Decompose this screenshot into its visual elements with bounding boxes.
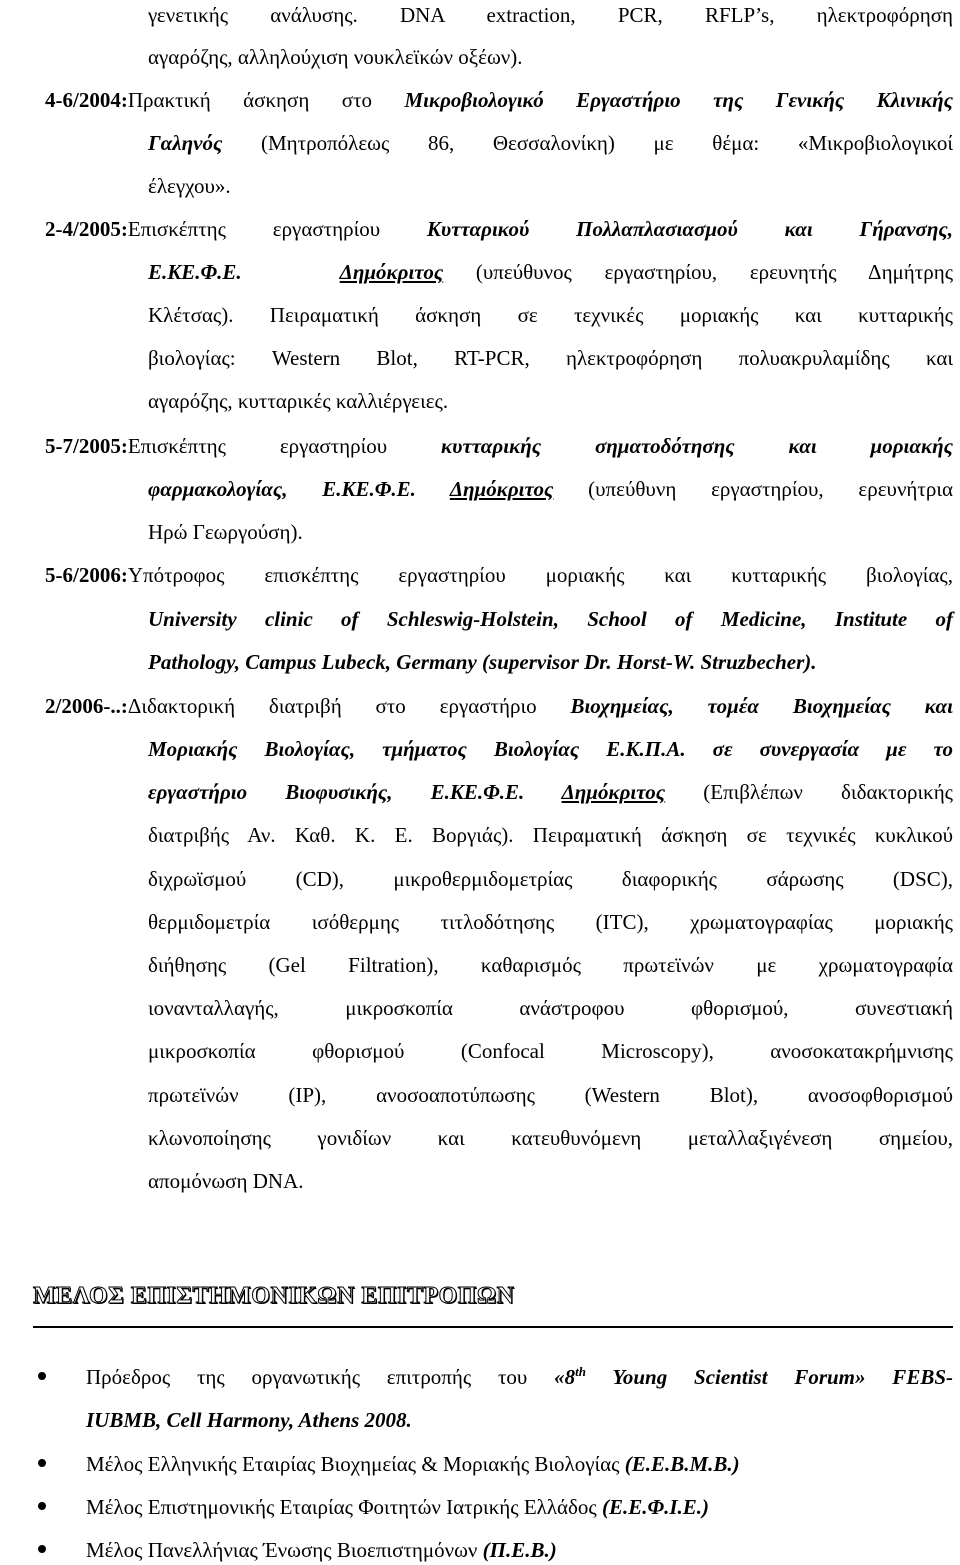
entry-line: [45, 691, 953, 721]
text-line-content: διατριβής Αν. Καθ. Κ. Ε. Βοργιάς). Πειραματική άσκηση σε τεχνικές κυκλικού: [148, 823, 953, 847]
list-item-text: Μέλος Επιστημονικής Εταιρίας Φοιτητών Ιατρικής Ελλάδος: [86, 1495, 602, 1519]
entry-text: Πρακτική άσκηση στο: [127, 88, 405, 112]
list-item-highlight: IUBMB, Cell Harmony, Athens 2008.: [86, 1408, 412, 1432]
list-item-continuation: [86, 1405, 953, 1435]
bullet-icon: [38, 1459, 46, 1467]
text-line-content: μικροσκοπία φθορισμού (Confocal Microscopy), ανοσοκατακρήμνισης: [148, 1039, 953, 1063]
text-line-content: απομόνωση DNA.: [148, 1169, 304, 1193]
text-line: [148, 1036, 953, 1066]
text-line: [148, 1080, 953, 1110]
text-line: [148, 257, 953, 287]
text-line: [148, 864, 953, 894]
text-line-content: θερμιδομετρία ισόθερμης τιτλοδότησης (ITC), χρωματογραφίας μοριακής: [148, 910, 953, 934]
text-line: [148, 343, 953, 373]
list-item-highlight: (Ε.Ε.Β.Μ.Β.): [624, 1452, 740, 1476]
text-line: [148, 1166, 953, 1196]
entry-institution-name: Δημόκριτος: [339, 260, 444, 284]
text-line-content: διχρωϊσμού (CD), μικροθερμιδομετρίας διαφορικής σάρωσης (DSC),: [148, 867, 953, 891]
text-line: [148, 300, 953, 330]
text-line: [148, 386, 953, 416]
entry-text: (Μητροπόλεως 86, Θεσσαλονίκη) με θέμα: «Μικροβιολογικοί: [222, 131, 953, 155]
entry-date: 5-7/2005:: [45, 434, 128, 458]
text-line-content: βιολογίας: Western Blot, RT-PCR, ηλεκτροφόρηση πολυακρυλαμίδης και: [148, 346, 953, 370]
text-line: [148, 128, 953, 158]
text-line-content: αγαρόζης, αλληλούχιση νουκλεϊκών οξέων).: [148, 45, 523, 69]
text-line-content: ιονανταλλαγής, μικροσκοπία ανάστροφου φθορισμού, συνεστιακή: [148, 996, 953, 1020]
entry-institution-name: Δημόκριτος: [561, 780, 666, 804]
list-item-text: Μέλος Ελληνικής Εταιρίας Βιοχημείας & Μοριακής Βιολογίας: [86, 1452, 625, 1476]
text-line-content: κλωνοποίησης γονιδίων και κατευθυνόμενη μεταλλαξιγένεση σημείου,: [148, 1126, 953, 1150]
entry-text: Επισκέπτης εργαστηρίου: [127, 434, 442, 458]
list-item-text: Πρόεδρος της οργανωτικής επιτροπής του: [86, 1365, 555, 1389]
entry-line: [45, 85, 953, 115]
text-line-content: γενετικής ανάλυσης. DNA extraction, PCR, RFLP’s, ηλεκτροφόρηση: [148, 3, 953, 27]
text-line-content: αγαρόζης, κυτταρικές καλλιέργειες.: [148, 389, 449, 413]
entry-institution: University clinic of Schleswig-Holstein, School of Medicine, Institute of: [148, 607, 953, 631]
text-line: [148, 171, 953, 201]
entry-institution: Γαληνός: [148, 131, 223, 155]
text-line-content: διήθησης (Gel Filtration), καθαρισμός πρωτεϊνών με χρωματογραφία: [148, 953, 953, 977]
entry-text: (Επιβλέπων διδακτορικής: [665, 780, 953, 804]
list-item: [86, 1449, 953, 1479]
entry-text: Διδακτορική διατριβή στο εργαστήριο: [127, 694, 571, 718]
entry-institution: Κυτταρικού Πολλαπλασιασμού και Γήρανσης,: [426, 217, 953, 241]
text-line: [148, 950, 953, 980]
list-item-superscript: th: [575, 1364, 586, 1379]
text-line-content: πρωτεϊνών (IP), ανοσοαποτύπωσης (Western Blot), ανοσοφθορισμού: [148, 1083, 953, 1107]
list-item: [86, 1492, 953, 1522]
entry-line: [45, 214, 953, 244]
list-item-highlight: Young Scientist Forum» FEBS-: [585, 1365, 954, 1389]
list-item: [86, 1535, 953, 1565]
text-line: [148, 517, 953, 547]
text-line: [148, 474, 953, 504]
entry-date: 4-6/2004:: [45, 88, 128, 112]
entry-text: (υπεύθυνη εργαστηρίου, ερευνήτρια: [553, 477, 953, 501]
entry-institution: Μικροβιολογικό Εργαστήριο της Γενικής Κλινικής: [404, 88, 953, 112]
section-heading: ΜΕΛΟΣ ΕΠΙΣΤΗΜΟΝΙΚΩΝ ΕΠΙΤΡΟΠΩΝ: [33, 1283, 515, 1309]
text-line-content: Ηρώ Γεωργούση).: [148, 520, 303, 544]
bullet-icon: [38, 1502, 46, 1510]
entry-text: Επισκέπτης εργαστηρίου: [127, 217, 427, 241]
entry-institution: Βιοχημείας, τομέα Βιοχημείας και: [570, 694, 953, 718]
entry-line: [45, 560, 953, 590]
text-line: [148, 907, 953, 937]
text-line: [148, 0, 953, 30]
entry-institution-name: Δημόκριτος: [449, 477, 554, 501]
text-line: [148, 993, 953, 1023]
list-item-text: Μέλος Πανελλήνιας Ένωσης Βιοεπιστημόνων: [86, 1538, 483, 1562]
entry-text: (υπεύθυνος εργαστηρίου, ερευνητής Δημήτρης: [443, 260, 954, 284]
entry-institution: κυτταρικής σηματοδότησης και μοριακής: [441, 434, 953, 458]
section-divider: [33, 1326, 953, 1328]
entry-line: [45, 431, 953, 461]
entry-date: 2-4/2005:: [45, 217, 128, 241]
text-line: [148, 647, 953, 677]
entry-institution: Ε.ΚΕ.Φ.Ε.: [148, 260, 242, 284]
text-line: [148, 604, 953, 634]
entry-institution: φαρμακολογίας, Ε.ΚΕ.Φ.Ε.: [148, 477, 450, 501]
text-line-content: Κλέτσας). Πειραματική άσκηση σε τεχνικές μοριακής και κυτταρικής: [148, 303, 953, 327]
text-line: [148, 734, 953, 764]
list-item-highlight: (Ε.Ε.Φ.Ι.Ε.): [602, 1495, 709, 1519]
entry-date: 2/2006-..:: [45, 694, 128, 718]
bullet-icon: [38, 1372, 46, 1380]
text-line-content: έλεγχου».: [148, 174, 231, 198]
bullet-icon: [38, 1545, 46, 1553]
entry-institution: Pathology, Campus Lubeck, Germany (supervisor Dr. Horst-W. Struzbecher).: [148, 650, 817, 674]
entry-date: 5-6/2006:: [45, 563, 128, 587]
text-line: [148, 777, 953, 807]
text-line: [148, 820, 953, 850]
list-item-highlight: (Π.Ε.Β.): [482, 1538, 557, 1562]
text-line: [148, 1123, 953, 1153]
list-item: [86, 1362, 953, 1392]
entry-institution: εργαστήριο Βιοφυσικής, Ε.ΚΕ.Φ.Ε.: [148, 780, 562, 804]
entry-text: Υπότροφος επισκέπτης εργαστηρίου μοριακής και κυτταρικής βιολογίας,: [127, 563, 953, 587]
list-item-highlight: «8: [554, 1365, 576, 1389]
entry-institution: Μοριακής Βιολογίας, τμήματος Βιολογίας Ε.Κ.Π.Α. σε συνεργασία με το: [148, 737, 953, 761]
text-line: [148, 42, 953, 72]
